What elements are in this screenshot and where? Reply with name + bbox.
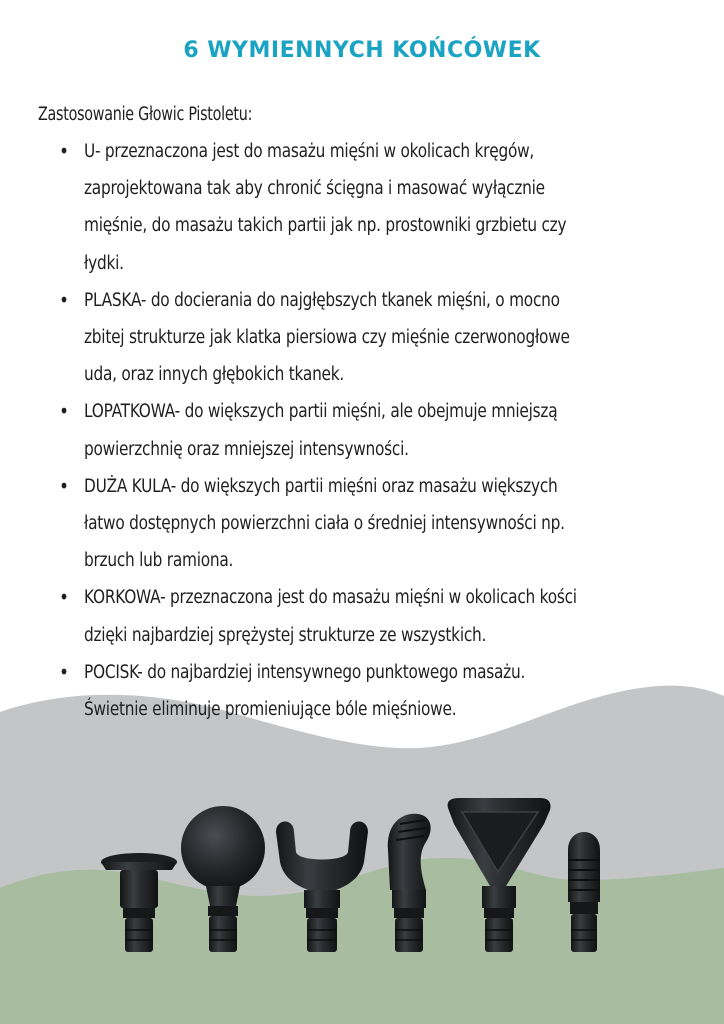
list-line: DUŻA KULA- do większych partii mięśni oraz masażu większych bbox=[84, 475, 558, 497]
list-line: dzięki najbardziej sprężystej strukturze ze wszystkich. bbox=[84, 624, 487, 646]
bullet-icon: • bbox=[59, 473, 69, 498]
list-line: brzuch lub ramiona. bbox=[84, 550, 234, 572]
list-item bbox=[59, 282, 682, 394]
massage-gun-tips-photo bbox=[0, 790, 724, 960]
bullet-tip-icon bbox=[568, 832, 600, 952]
list-item bbox=[59, 654, 682, 728]
bullet-icon: • bbox=[59, 399, 69, 424]
list-item bbox=[59, 393, 682, 467]
spade-tip-icon bbox=[448, 798, 551, 952]
list-line: POCISK- do najbardziej intensywnego punktowego masażu. bbox=[84, 661, 526, 683]
list-line: mięśnie, do masażu takich partii jak np. prostowniki grzbietu czy bbox=[84, 215, 567, 237]
intro-text: Zastosowanie Głowic Pistoletu: bbox=[38, 104, 253, 125]
bullet-icon: • bbox=[59, 139, 69, 163]
bullet-icon: • bbox=[59, 659, 69, 684]
bullet-icon: • bbox=[59, 585, 69, 610]
list-line: U- przeznaczona jest do masażu mięśni w okolicach kręgów, bbox=[84, 141, 535, 162]
tips-list bbox=[59, 133, 682, 728]
list-line: łatwo dostępnych powierzchni ciała o średniej intensywności np. bbox=[84, 513, 565, 535]
list-line: zaprojektowana tak aby chronić ścięgna i masować wyłącznie bbox=[84, 178, 545, 200]
list-line: PLASKA- do docierania do najgłębszych tkanek mięśni, o mocno bbox=[84, 289, 560, 311]
list-item bbox=[59, 579, 682, 653]
bullet-icon: • bbox=[59, 287, 69, 312]
list-line: powierzchnię oraz mniejszej intensywności. bbox=[84, 438, 409, 460]
list-line: KORKOWA- przeznaczona jest do masażu mięśni w okolicach kości bbox=[84, 587, 577, 609]
list-line: Świetnie eliminuje promieniujące bóle mięśniowe. bbox=[84, 699, 457, 721]
page-title: 6 WYMIENNYCH KOŃCÓWEK bbox=[183, 38, 541, 63]
list-item bbox=[59, 468, 682, 580]
ball-tip-icon bbox=[181, 806, 265, 952]
curved-tip-icon bbox=[388, 814, 431, 952]
list-item bbox=[59, 133, 682, 282]
list-line: uda, oraz innych głębokich tkanek. bbox=[84, 364, 345, 386]
u-fork-tip-icon bbox=[276, 822, 368, 953]
list-line: LOPATKOWA- do większych partii mięśni, ale obejmuje mniejszą bbox=[84, 401, 558, 423]
list-line: łydki. bbox=[84, 252, 124, 274]
flat-tip-icon bbox=[101, 853, 177, 952]
list-line: zbitej strukturze jak klatka piersiowa czy mięśnie czerwonogłowe bbox=[84, 327, 570, 349]
